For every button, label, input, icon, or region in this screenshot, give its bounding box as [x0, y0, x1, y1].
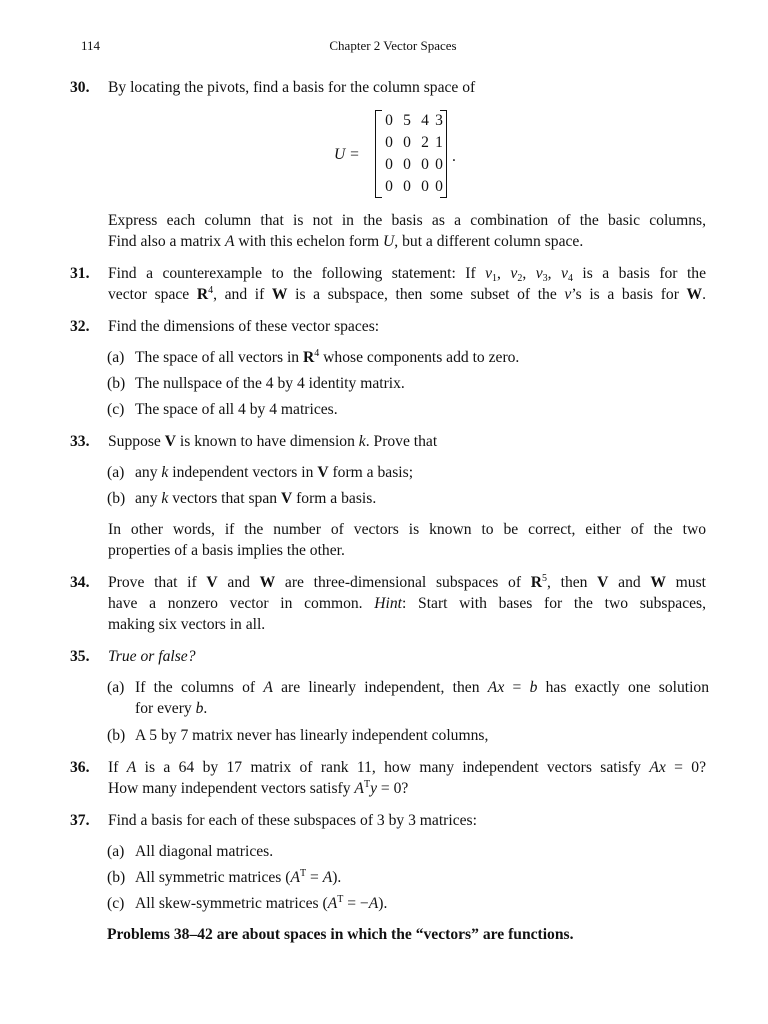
problem-text: Find also a matrix A with this echelon form U, but a different column space.	[108, 233, 584, 250]
problem-text: vector space $R^4$, and if W is a subspace, then some subset of the v’s is a basis for W.	[108, 285, 707, 303]
part-text: All symmetric matrices $(A^T = A)$.	[135, 868, 342, 886]
part-label: (a)	[107, 679, 125, 696]
page-number: 114	[81, 38, 101, 53]
problem-text: Prove that if V and W are three-dimensional subspaces of $R^5$, then V and W must	[108, 573, 707, 591]
part-text: All diagonal matrices.	[135, 843, 274, 860]
problem-33-remark	[70, 519, 706, 561]
problem-33-part-a	[107, 462, 709, 483]
problem-text: How many independent vectors satisfy $A^Ty = 0$?	[108, 779, 409, 797]
problem-33-part-b	[107, 488, 709, 509]
problem-number: 37.	[70, 812, 90, 829]
part-label: (b)	[107, 375, 126, 392]
problem-35-part-b	[107, 725, 709, 746]
problem-number: 33.	[70, 433, 90, 450]
part-label: (a)	[107, 464, 125, 481]
problem-30	[70, 77, 706, 98]
part-text: any k independent vectors in V form a basis;	[135, 464, 414, 481]
matrix-period: .	[452, 148, 456, 165]
matrix-cell: 0	[385, 156, 393, 173]
problem-text: making six vectors in all.	[108, 616, 266, 633]
part-label: (b)	[107, 727, 126, 744]
part-label: (b)	[107, 490, 126, 507]
problem-text: By locating the pivots, find a basis for the column space of	[108, 79, 476, 96]
part-text: any k vectors that span V form a basis.	[135, 490, 377, 507]
problem-33	[70, 431, 706, 452]
matrix-cell: 0	[435, 156, 443, 173]
part-label: (a)	[107, 843, 125, 860]
problem-number: 34.	[70, 574, 90, 591]
problem-37	[70, 810, 706, 831]
problem-37-part-a	[107, 841, 709, 862]
problem-36	[70, 757, 706, 799]
problem-text: Find a counterexample to the following statement: If $v_1$, $v_2$, $v_3$, $v_4$ is a basis for the	[108, 265, 707, 284]
part-text: The space of all 4 by 4 matrices.	[135, 401, 338, 418]
problem-number: 36.	[70, 759, 90, 776]
problem-number: 35.	[70, 648, 90, 665]
matrix-cell: 0	[403, 178, 411, 195]
problem-37-part-b	[107, 867, 709, 888]
matrix-cell: 0	[385, 112, 393, 129]
problem-31	[70, 263, 706, 305]
problem-number: 30.	[70, 79, 90, 96]
matrix-cell: 1	[435, 134, 443, 151]
left-bracket	[375, 110, 382, 198]
matrix-cell: 5	[403, 112, 411, 129]
problem-text: Find a basis for each of these subspaces of 3 by 3 matrices:	[108, 812, 477, 829]
problem-32	[70, 316, 706, 337]
part-text: A 5 by 7 matrix never has linearly independent columns,	[135, 727, 489, 744]
problem-34	[70, 572, 706, 635]
part-label: (c)	[107, 401, 125, 418]
problem-text: Express each column that is not in the basis as a combination of the basic columns,	[108, 212, 706, 229]
problem-text: In other words, if the number of vectors is known to be correct, either of the two	[108, 521, 706, 538]
problem-text: True or false?	[108, 648, 196, 665]
part-label: (a)	[107, 349, 125, 366]
matrix-cell: 0	[385, 134, 393, 151]
part-label: (b)	[107, 869, 126, 886]
problem-number: 32.	[70, 318, 90, 335]
matrix-cell: 0	[403, 156, 411, 173]
matrix-cell: 0	[385, 178, 393, 195]
part-text: The space of all vectors in $R^4$ whose components add to zero.	[135, 348, 520, 366]
problem-text: have a nonzero vector in common. Hint: Start with bases for the two subspaces,	[108, 595, 706, 612]
chapter-title: Chapter 2 Vector Spaces	[329, 38, 457, 53]
problem-30-continued	[70, 210, 706, 252]
problem-35	[70, 646, 706, 667]
problem-32-part-b	[107, 373, 709, 394]
matrix-cell: 3	[435, 112, 443, 129]
matrix-label: U =	[334, 146, 360, 163]
part-text: All skew-symmetric matrices $(A^T = -A)$.	[135, 894, 388, 912]
problem-text: Find the dimensions of these vector spaces:	[108, 318, 380, 335]
problem-number: 31.	[70, 265, 90, 282]
problem-37-part-c	[107, 893, 709, 914]
matrix-cell: 0	[403, 134, 411, 151]
problem-35-part-a	[107, 677, 709, 719]
matrix-cell: 4	[421, 112, 429, 129]
matrix-cell: 2	[421, 134, 429, 151]
section-heading: Problems 38–42 are about spaces in which the “vectors” are functions.	[107, 926, 574, 943]
part-text: The nullspace of the 4 by 4 identity matrix.	[135, 375, 405, 392]
problem-text: Suppose V is known to have dimension k. Prove that	[108, 433, 438, 450]
problem-text: properties of a basis implies the other.	[108, 542, 345, 559]
matrix-u	[330, 108, 490, 198]
matrix-cell: 0	[421, 156, 429, 173]
matrix-cell: 0	[435, 178, 443, 195]
matrix-cell: 0	[421, 178, 429, 195]
problem-text: If A is a 64 by 17 matrix of rank 11, how many independent vectors satisfy Ax = 0?	[108, 759, 706, 776]
problem-32-part-a	[107, 347, 709, 368]
part-text: If the columns of A are linearly independent, then Ax = b has exactly one solution for every b.	[135, 679, 710, 717]
part-label: (c)	[107, 895, 125, 912]
problem-32-part-c	[107, 399, 709, 420]
